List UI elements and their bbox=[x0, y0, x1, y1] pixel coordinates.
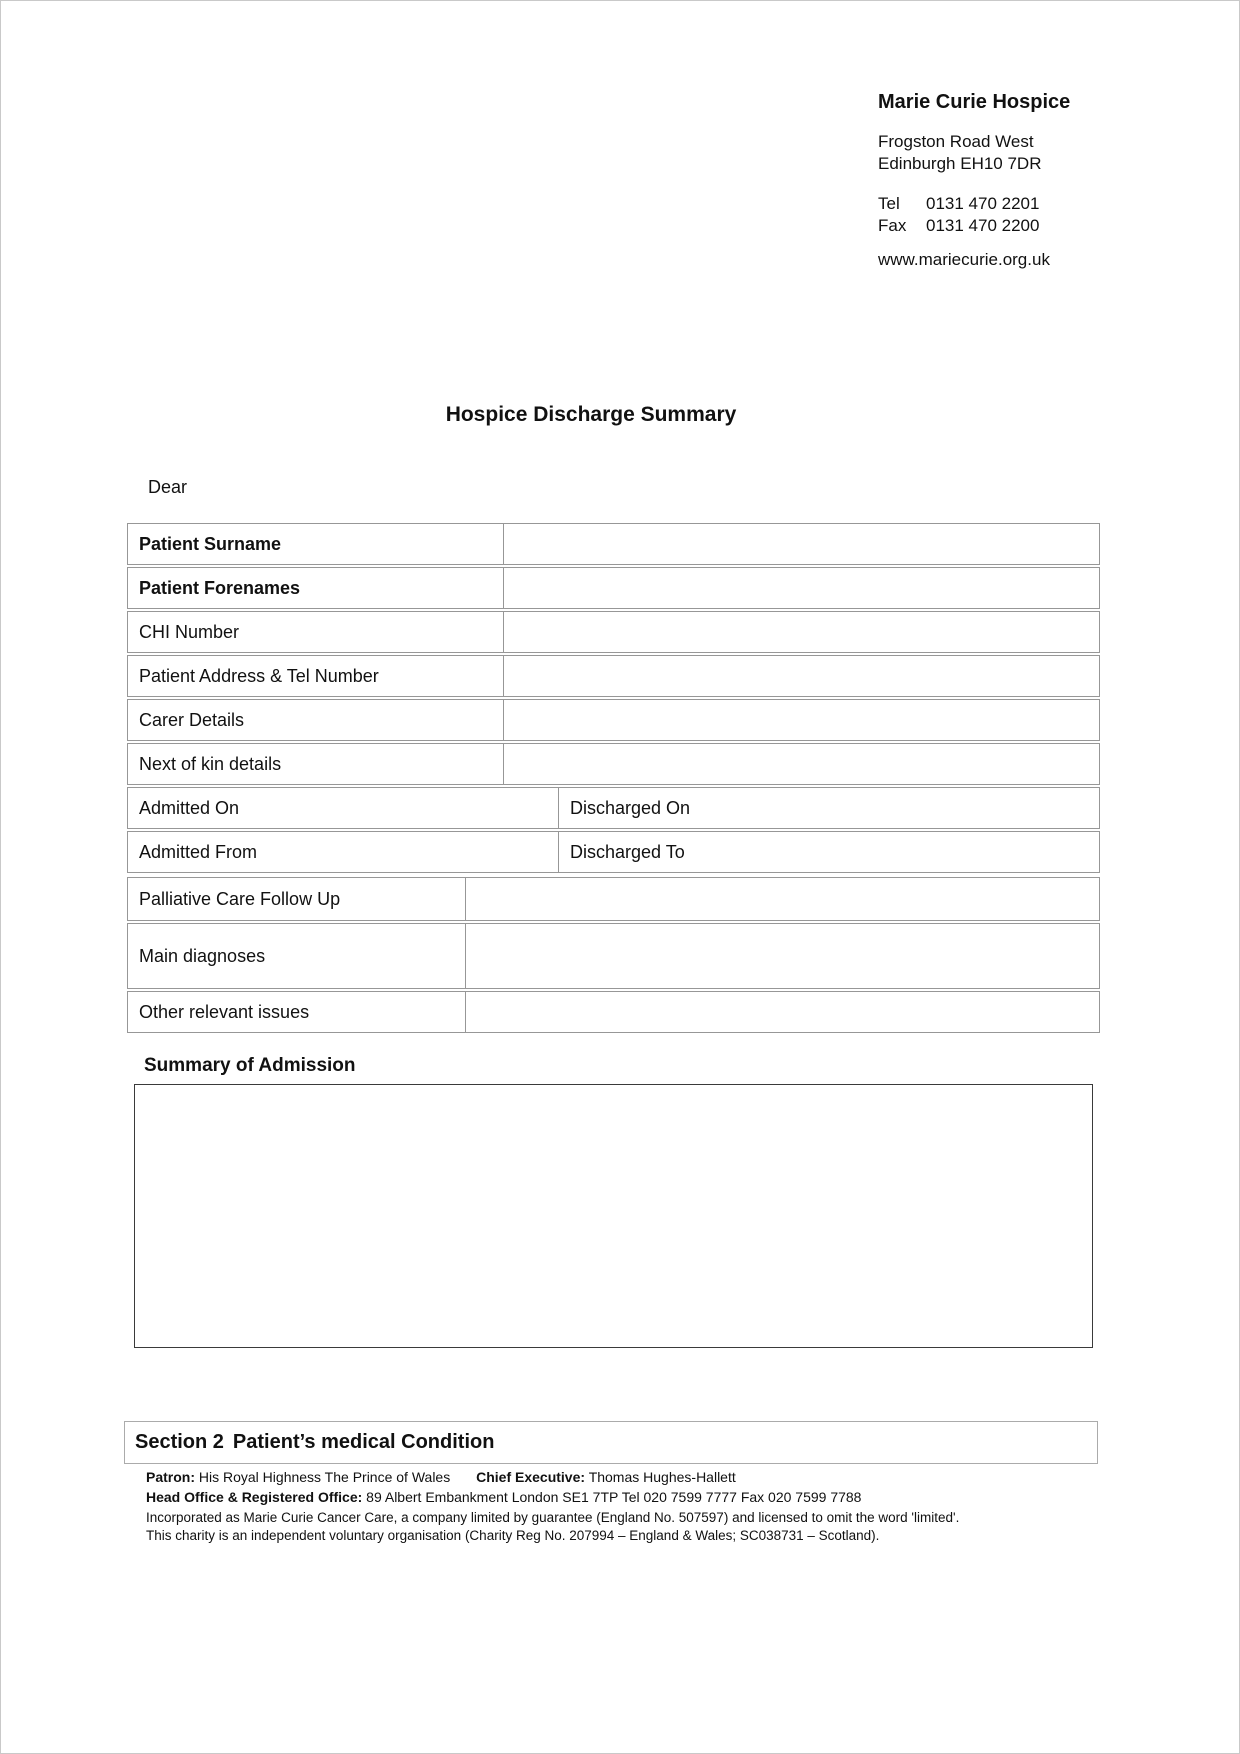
table-row bbox=[127, 787, 1100, 829]
row-label: Carer Details bbox=[128, 700, 504, 740]
footer-head-office-line bbox=[146, 1487, 1106, 1507]
row-label: Main diagnoses bbox=[128, 924, 466, 988]
row-label: Patient Forenames bbox=[128, 568, 504, 608]
address-line-1: Frogston Road West bbox=[878, 132, 1034, 151]
telfax-block bbox=[878, 193, 1178, 237]
table-row bbox=[127, 831, 1100, 873]
row-label: Admitted From bbox=[139, 841, 258, 862]
table-row bbox=[127, 655, 1100, 697]
org-address bbox=[878, 131, 1178, 175]
section2-header bbox=[124, 1421, 1098, 1464]
org-name: Marie Curie Hospice bbox=[878, 91, 1071, 113]
row-value-field[interactable] bbox=[504, 568, 1099, 608]
page-footer bbox=[146, 1467, 1106, 1545]
row-value-field[interactable] bbox=[504, 612, 1099, 652]
address-line-2: Edinburgh EH10 7DR bbox=[878, 154, 1042, 173]
row-value-field[interactable] bbox=[504, 524, 1099, 564]
footer-patron-line bbox=[146, 1467, 1106, 1487]
table-row bbox=[127, 567, 1100, 609]
section2-title: Patient’s medical Condition bbox=[232, 1431, 495, 1453]
row-label: Discharged To bbox=[570, 841, 685, 862]
admission-table bbox=[127, 787, 1100, 875]
row-label: Patient Address & Tel Number bbox=[128, 656, 504, 696]
admitted-on-cell[interactable] bbox=[128, 788, 559, 828]
row-value-field[interactable] bbox=[466, 878, 1099, 920]
head-office-label: Head Office & Registered Office: bbox=[146, 1489, 363, 1505]
footer-charity-line: This charity is an independent voluntary organisation (Charity Reg No. 207994 – England & Wales; SC038731 – Scotland). bbox=[146, 1528, 880, 1543]
table-row bbox=[127, 923, 1100, 989]
details-table bbox=[127, 877, 1100, 1035]
fax-label: Fax bbox=[878, 216, 907, 235]
row-value-field[interactable] bbox=[466, 924, 1099, 988]
chief-exec-label: Chief Executive: bbox=[476, 1469, 586, 1485]
table-row bbox=[127, 991, 1100, 1033]
row-value-field[interactable] bbox=[504, 744, 1099, 784]
row-value-field[interactable] bbox=[504, 700, 1099, 740]
row-label: Admitted On bbox=[139, 797, 240, 818]
row-label: CHI Number bbox=[128, 612, 504, 652]
fax-line bbox=[878, 215, 1178, 237]
summary-of-admission-field[interactable] bbox=[134, 1084, 1093, 1348]
table-row bbox=[127, 523, 1100, 565]
section2-number: Section 2 bbox=[135, 1431, 224, 1453]
discharged-on-cell[interactable] bbox=[559, 788, 1099, 828]
patron-value: His Royal Highness The Prince of Wales bbox=[198, 1469, 451, 1485]
row-label: Discharged On bbox=[570, 797, 691, 818]
summary-of-admission-heading: Summary of Admission bbox=[144, 1055, 356, 1076]
letterhead bbox=[878, 89, 1178, 271]
tel-line bbox=[878, 193, 1178, 215]
salutation-text: Dear bbox=[148, 477, 188, 497]
row-label: Palliative Care Follow Up bbox=[128, 878, 466, 920]
table-row bbox=[127, 743, 1100, 785]
row-label: Patient Surname bbox=[128, 524, 504, 564]
fax-number: 0131 470 2200 bbox=[926, 216, 1040, 235]
discharged-to-cell[interactable] bbox=[559, 832, 1099, 872]
row-label: Next of kin details bbox=[128, 744, 504, 784]
head-office-value: 89 Albert Embankment London SE1 7TP Tel 020 7599 7777 Fax 020 7599 7788 bbox=[366, 1489, 862, 1505]
tel-number: 0131 470 2201 bbox=[926, 194, 1040, 213]
tel-label: Tel bbox=[878, 194, 900, 213]
row-value-field[interactable] bbox=[504, 656, 1099, 696]
footer-legal-lines bbox=[146, 1509, 1106, 1545]
table-row bbox=[127, 611, 1100, 653]
page-title: Hospice Discharge Summary bbox=[445, 403, 737, 426]
website-url: www.mariecurie.org.uk bbox=[878, 250, 1050, 269]
footer-incorporation-line: Incorporated as Marie Curie Cancer Care, a company limited by guarantee (England No. 507597) and licensed to omit the word 'limited'. bbox=[146, 1510, 960, 1525]
patron-label: Patron: bbox=[146, 1469, 195, 1485]
patient-table bbox=[127, 523, 1100, 787]
row-value-field[interactable] bbox=[466, 992, 1099, 1032]
row-label: Other relevant issues bbox=[128, 992, 466, 1032]
table-row bbox=[127, 699, 1100, 741]
chief-exec-value: Thomas Hughes-Hallett bbox=[588, 1469, 736, 1485]
table-row bbox=[127, 877, 1100, 921]
admitted-from-cell[interactable] bbox=[128, 832, 559, 872]
